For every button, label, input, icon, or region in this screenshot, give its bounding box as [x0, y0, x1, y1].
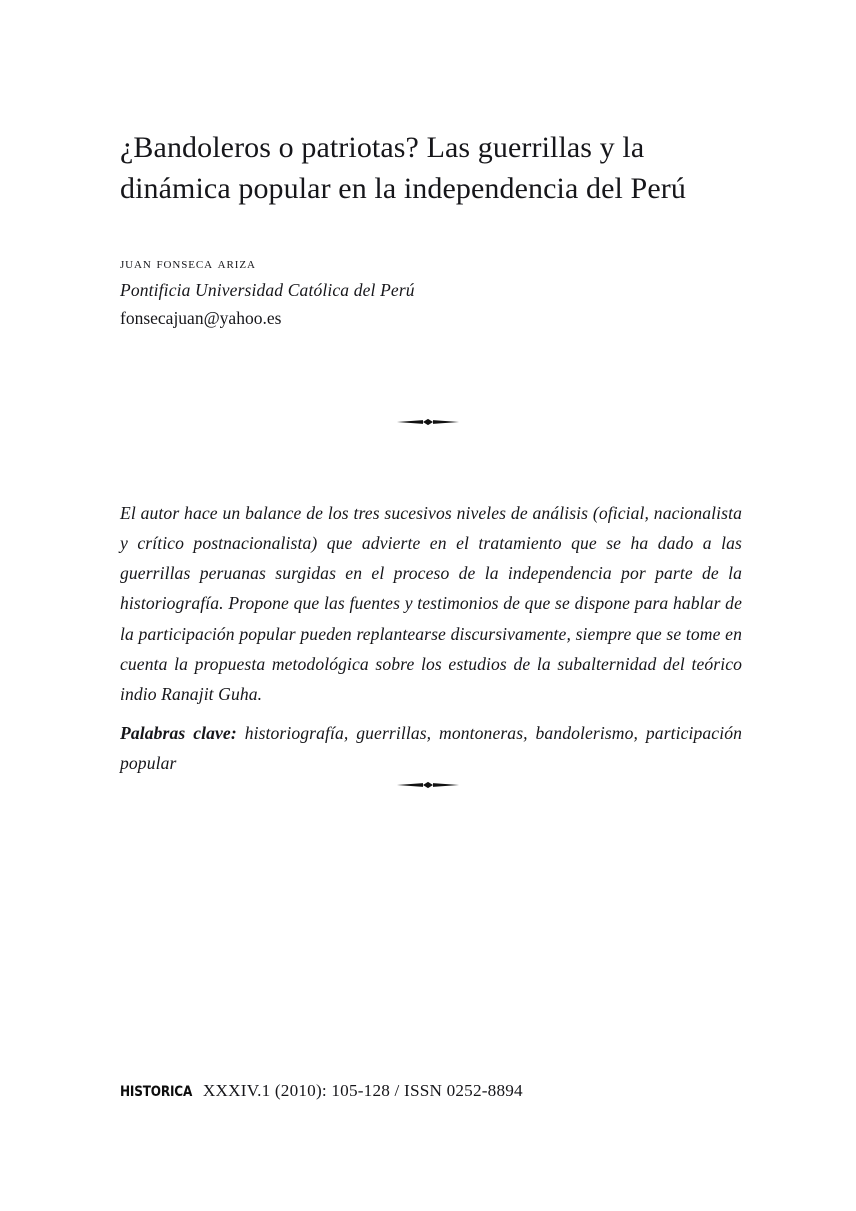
keywords-paragraph: [120, 718, 742, 779]
footer-citation-line: [120, 1080, 760, 1102]
section-divider-bottom: [0, 778, 856, 792]
ornament-rule-diamond-icon: [397, 417, 459, 427]
footer-citation: XXXIV.1 (2010): 105-128 / ISSN 0252-8894: [198, 1081, 523, 1100]
keywords-label: Palabras clave:: [120, 722, 237, 743]
author-name: juan fonseca ariza: [120, 255, 256, 272]
author-affiliation: Pontificia Universidad Católica del Perú: [120, 280, 415, 301]
page-title: ¿Bandoleros o patriotas? Las guerrillas y la dinámica popular en la independencia del Perú: [120, 131, 686, 205]
section-divider-top: [0, 415, 856, 429]
author-email: fonsecajuan@yahoo.es: [120, 308, 282, 329]
keywords-list: historiografía, guerrillas, montoneras, bandolerismo, participación popular: [120, 722, 742, 773]
ornament-rule-diamond-icon: [397, 780, 459, 790]
author-block: [120, 252, 640, 333]
journal-logo: HISTORICA: [120, 1083, 193, 1100]
abstract-text: El autor hace un balance de los tres sucesivos niveles de análisis (oficial, nacionalista y crítico postnacionalista) que advierte en el tratamiento que se ha dado a las guerrillas peruanas surgidas en el proceso de la independencia por parte de la historiografía. Propone que las fuentes y testimonios de que se dispone para hablar de la participación popular pueden replantearse discursivamente, siempre que se tome en cuenta la propuesta metodológica sobre los estudios de la subalternidad del teórico indio Ranajit Guha.: [120, 502, 742, 705]
